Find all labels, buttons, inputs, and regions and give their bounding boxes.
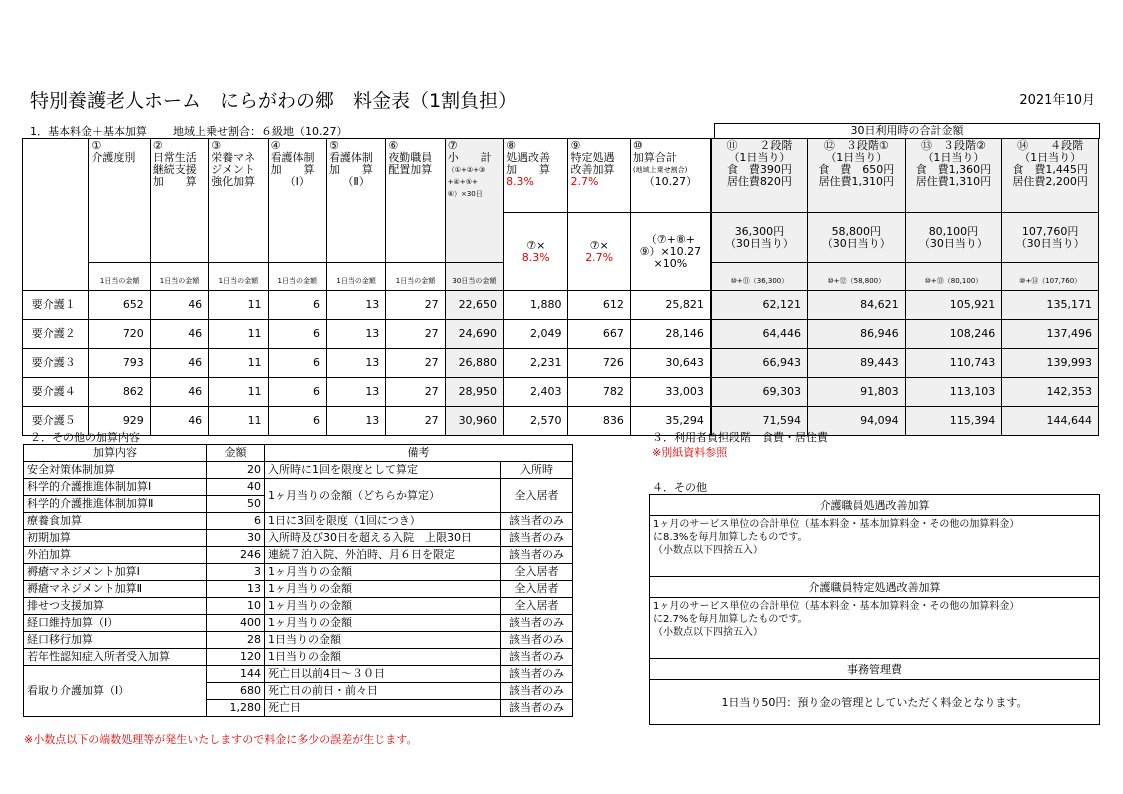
fee-cell: 26,880: [445, 349, 503, 378]
fee-cell: 2,570: [504, 407, 568, 436]
table-row: 1,280 死亡日 該当者のみ: [24, 700, 573, 717]
fee-cell: 782: [568, 378, 630, 407]
fee-cell: 110,743: [905, 349, 1002, 378]
header-col8: ⑧ 処遇改善 加 算 8.3%: [504, 139, 568, 213]
col-note-header: 備考: [265, 445, 573, 462]
fee-cell: 30,643: [630, 349, 711, 378]
section1-heading: [30, 123, 348, 139]
fee-cell: 1,880: [504, 291, 568, 320]
fee-cell: 25,821: [630, 291, 711, 320]
fee-cell: 27: [386, 349, 445, 378]
fee-header-row: [23, 139, 1099, 213]
fee-cell: 11: [209, 349, 268, 378]
fee-cell: 11: [209, 407, 268, 436]
header-col11: ⑪ ２段階 （1日当り） 食 費390円 居住費820円: [711, 139, 808, 213]
box1-title: 介護職員処遇改善加算: [650, 495, 1100, 516]
fee-cell: 726: [568, 349, 630, 378]
fee-cell: 929: [89, 407, 150, 436]
rounding-footnote: ※小数点以下の端数処理等が発生いたしますので料金に多少の誤差が生じます。: [24, 733, 418, 746]
table-row: 経口移行加算 28 1日当りの金額 該当者のみ: [24, 632, 573, 649]
fee-cell: 27: [386, 378, 445, 407]
fee-cell: 720: [89, 320, 150, 349]
section3-note: ※別紙資料参照: [652, 446, 728, 459]
fee-cell: 652: [89, 291, 150, 320]
fee-cell: 71,594: [711, 407, 808, 436]
fee-cell: 105,921: [905, 291, 1002, 320]
fee-cell: 6: [268, 320, 326, 349]
header-col1: ① 介護度別: [89, 139, 150, 263]
fee-cell: 13: [326, 407, 385, 436]
header2-col12: 58,800円 （30日当り）: [808, 213, 906, 263]
additions-header-row: [24, 445, 573, 462]
unit-col4: 1日当の金額: [268, 263, 326, 291]
fee-cell: 13: [326, 378, 385, 407]
fee-cell: 144,644: [1002, 407, 1099, 436]
fee-cell: 62,121: [711, 291, 808, 320]
table-row: 科学的介護推進体制加算Ⅰ 40 1ヶ月当りの金額（どちらか算定） 全入居者: [24, 479, 573, 496]
fee-cell: 24,690: [445, 320, 503, 349]
fee-cell: 33,003: [630, 378, 711, 407]
unit-col3: 1日当の金額: [209, 263, 268, 291]
fee-cell: 46: [150, 407, 208, 436]
fee-cell: 11: [209, 378, 268, 407]
unit-col13: ⑩+⑬（80,100）: [905, 263, 1002, 291]
fee-cell: 2,403: [504, 378, 568, 407]
fee-cell: 2,231: [504, 349, 568, 378]
unit-col11: ⑩+⑪（36,300）: [711, 263, 808, 291]
section4-heading: ４．その他: [652, 481, 707, 494]
fee-table: [22, 138, 1099, 436]
fee-cell: 46: [150, 378, 208, 407]
section2-heading: ２．その他の加算内容: [30, 431, 140, 444]
unit-col12: ⑩+⑫（58,800）: [808, 263, 906, 291]
fee-cell: 113,103: [905, 378, 1002, 407]
table-row: 初期加算 30 入所時及び30日を超える入院 上限30日 該当者のみ: [24, 530, 573, 547]
header2-col14: 107,760円 （30日当り）: [1002, 213, 1099, 263]
table-row: [23, 407, 1099, 436]
fee-cell: 108,246: [905, 320, 1002, 349]
header2-col11: 36,300円 （30日当り）: [711, 213, 808, 263]
table-row: 680 死亡日の前日・前々日 該当者のみ: [24, 683, 573, 700]
header-col12: ⑫ ３段階① （1日当り） 食 費 650円 居住費1,310円: [808, 139, 906, 213]
table-row: 経口維持加算（Ⅰ） 400 1ヶ月当りの金額 該当者のみ: [24, 615, 573, 632]
table-row: 若年性認知症入所者受入加算 120 1日当りの金額 該当者のみ: [24, 649, 573, 666]
table-row: [23, 349, 1099, 378]
fee-cell: 2,049: [504, 320, 568, 349]
table-row: 療養食加算 6 1日に3回を限度（1回につき） 該当者のみ: [24, 513, 573, 530]
fee-cell: 28,950: [445, 378, 503, 407]
fee-cell: 22,650: [445, 291, 503, 320]
header-col14: ⑭ ４段階 （1日当り） 食 費1,445円 居住費2,200円: [1002, 139, 1099, 213]
fee-cell: 142,353: [1002, 378, 1099, 407]
header-col2: ② 日常生活 継続支援 加 算: [150, 139, 208, 263]
header-col13: ⑬ ３段階② （1日当り） 食 費1,360円 居住費1,310円: [905, 139, 1002, 213]
table-row: 科学的介護推進体制加算Ⅱ 50: [24, 496, 573, 513]
fee-cell: 30,960: [445, 407, 503, 436]
fee-body: [23, 291, 1099, 436]
fee-cell: 793: [89, 349, 150, 378]
section3-heading: ３．利用者負担段階 食費・居住費: [652, 431, 828, 444]
fee-cell: 6: [268, 349, 326, 378]
fee-cell: 836: [568, 407, 630, 436]
fee-cell: 27: [386, 407, 445, 436]
additions-body: [24, 462, 573, 717]
fee-cell: 89,443: [808, 349, 906, 378]
box2-title: 介護職員特定処遇改善加算: [650, 577, 1100, 598]
fee-cell: 94,094: [808, 407, 906, 436]
fee-cell: 46: [150, 349, 208, 378]
header2-col10: （⑦+⑧+ ⑨）×10.27 ×10%: [630, 213, 711, 291]
header-col7: ⑦ 小 計 （①+②+③ +④+⑤+ ⑥）×30日: [445, 139, 503, 263]
fee-cell: 13: [326, 291, 385, 320]
fee-cell: 862: [89, 378, 150, 407]
fee-cell: 66,943: [711, 349, 808, 378]
table-row: [23, 320, 1099, 349]
document-date: 2021年10月: [1019, 93, 1095, 108]
fee-cell: 6: [268, 378, 326, 407]
fee-cell: 64,446: [711, 320, 808, 349]
care-level-label: 要介護４: [23, 378, 89, 407]
care-level-label: 要介護３: [23, 349, 89, 378]
other-info-table: [649, 494, 1100, 725]
box1-body: 1ヶ月のサービス単位の合計単位（基本料金・基本加算料金・その他の加算料金） に8.3%を毎月加算したものです。 （小数点以下四捨五入）: [650, 516, 1100, 577]
fee-cell: 11: [209, 320, 268, 349]
fee-cell: 139,993: [1002, 349, 1099, 378]
fee-cell: 28,146: [630, 320, 711, 349]
table-row: 外泊加算 246 連続７泊入院、外泊時、月６日を限定 該当者のみ: [24, 547, 573, 564]
fee-cell: 46: [150, 320, 208, 349]
table-row: [23, 291, 1099, 320]
fee-cell: 137,496: [1002, 320, 1099, 349]
box2-body: 1ヶ月のサービス単位の合計単位（基本料金・基本加算料金・その他の加算料金） に2.7%を毎月加算したものです。 （小数点以下四捨五入）: [650, 598, 1100, 659]
fee-cell: 69,303: [711, 378, 808, 407]
fee-cell: 6: [268, 291, 326, 320]
header-col5: ⑤ 看護体制 加 算 （Ⅱ）: [326, 139, 385, 263]
header-col9: ⑨ 特定処遇 改善加算 2.7%: [568, 139, 630, 213]
header-col6: ⑥ 夜勤職員 配置加算: [386, 139, 445, 263]
care-level-label: 要介護２: [23, 320, 89, 349]
care-level-label: 要介護１: [23, 291, 89, 320]
table-row: [23, 378, 1099, 407]
table-row: 安全対策体制加算 20 入所時に1回を限度として算定 入所時: [24, 462, 573, 479]
unit-col6: 1日当の金額: [386, 263, 445, 291]
col-item-header: 加算内容: [24, 445, 207, 462]
fee-cell: 115,394: [905, 407, 1002, 436]
fee-cell: 27: [386, 291, 445, 320]
unit-col5: 1日当の金額: [326, 263, 385, 291]
table-row: 褥瘡マネジメント加算Ⅰ 3 1ヶ月当りの金額 全入居者: [24, 564, 573, 581]
fee-cell: 612: [568, 291, 630, 320]
fee-cell: 11: [209, 291, 268, 320]
section1-title: 1．基本料金＋基本加算: [30, 125, 147, 138]
fee-cell: 13: [326, 320, 385, 349]
header-corner: [23, 139, 89, 291]
table-row: 看取り介護加算（Ⅰ） 144 死亡日以前4日～３０日 該当者のみ: [24, 666, 573, 683]
fee-cell: 35,294: [630, 407, 711, 436]
unit-col14: ⑩+⑭（107,760）: [1002, 263, 1099, 291]
unit-col7: 30日当の金額: [445, 263, 503, 291]
table-row: 排せつ支援加算 10 1ヶ月当りの金額 全入居者: [24, 598, 573, 615]
region-rate: 地域上乗せ割合：６級地（10.27）: [173, 125, 348, 138]
header2-col8: ⑦× 8.3%: [504, 213, 568, 291]
fee-cell: 86,946: [808, 320, 906, 349]
header2-col9: ⑦× 2.7%: [568, 213, 630, 291]
header2-col13: 80,100円 （30日当り）: [905, 213, 1002, 263]
header-col4: ④ 看護体制 加 算 （Ⅰ）: [268, 139, 326, 263]
fee-cell: 13: [326, 349, 385, 378]
box3-title: 事務管理費: [650, 659, 1100, 680]
unit-col2: 1日当の金額: [150, 263, 208, 291]
page-title: 特別養護老人ホーム にらがわの郷 料金表（1割負担）: [30, 90, 518, 112]
fee-cell: 27: [386, 320, 445, 349]
fee-cell: 6: [268, 407, 326, 436]
col-amount-header: 金額: [207, 445, 265, 462]
fee-cell: 46: [150, 291, 208, 320]
header-col10: ⑩ 加算合計 (地域上乗せ割合) （10.27）: [630, 139, 711, 213]
total-caption: 30日利用時の合計金額: [714, 123, 1100, 139]
box3-body: 1日当り50円：預り金の管理としていただく料金となります。: [650, 680, 1100, 725]
header-col3: ③ 栄養マネ ジメント 強化加算: [209, 139, 268, 263]
unit-col1: 1日当の金額: [89, 263, 150, 291]
care-level-label: 要介護５: [23, 407, 89, 436]
fee-cell: 667: [568, 320, 630, 349]
fee-cell: 135,171: [1002, 291, 1099, 320]
fee-cell: 91,803: [808, 378, 906, 407]
additions-table: [23, 444, 573, 717]
table-row: 褥瘡マネジメント加算Ⅱ 13 1ヶ月当りの金額 全入居者: [24, 581, 573, 598]
fee-cell: 84,621: [808, 291, 906, 320]
